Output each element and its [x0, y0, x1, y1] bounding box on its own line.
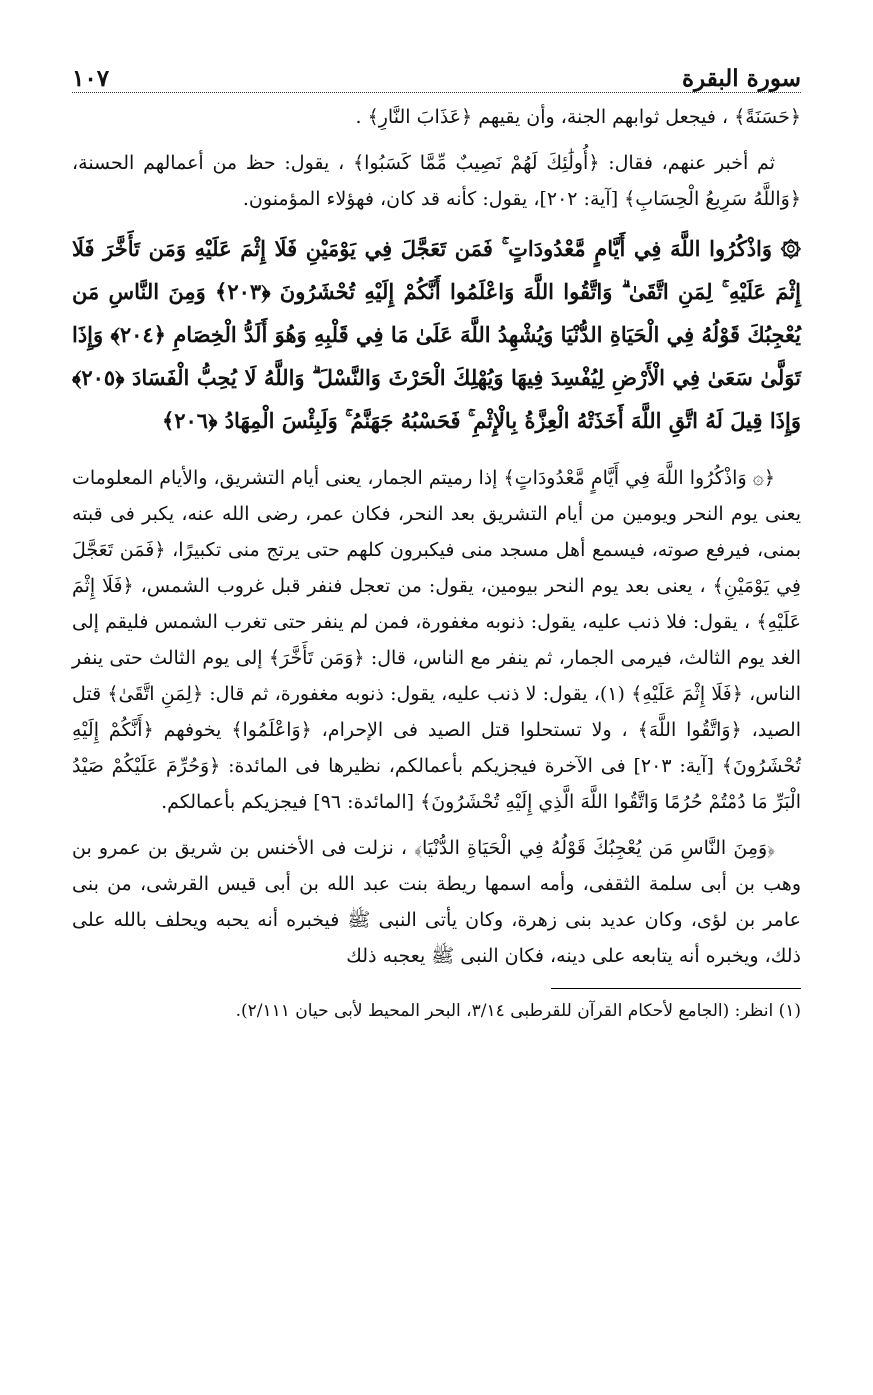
quran-verses: ۞ وَاذْكُرُوا اللَّهَ فِي أَيَّامٍ مَّعْدُودَاتٍ ۚ فَمَن تَعَجَّلَ فِي يَوْمَيْنِ فَلَا إِثْمَ عَلَيْهِ وَمَن تَأَخَّرَ فَلَا إِثْمَ عَلَيْهِ ۚ لِمَنِ اتَّقَىٰ ۗ وَاتَّقُوا اللَّهَ وَاعْلَمُوا أَنَّكُمْ إِلَيْهِ تُحْشَرُونَ ﴿٢٠٣﴾ وَمِنَ النَّاسِ مَن يُعْجِبُكَ قَوْلُهُ فِي الْحَيَاةِ الدُّنْيَا وَيُشْهِدُ اللَّهَ عَلَىٰ مَا فِي قَلْبِهِ وَهُوَ أَلَدُّ الْخِصَامِ ﴿٢٠٤﴾ وَإِذَا تَوَلَّىٰ سَعَىٰ فِي الْأَرْضِ لِيُفْسِدَ فِيهَا وَيُهْلِكَ الْحَرْثَ وَالنَّسْلَ ۗ وَاللَّهُ لَا يُحِبُّ الْفَسَادَ ﴿٢٠٥﴾ وَإِذَا قِيلَ لَهُ اتَّقِ اللَّهَ أَخَذَتْهُ الْعِزَّةُ بِالْإِثْمِ ۚ فَحَسْبُهُ جَهَنَّمُ ۚ وَلَبِئْسَ الْمِهَادُ ﴿٢٠٦﴾ [72, 236, 801, 433]
page-header [72, 56, 801, 93]
commentary-paragraph: ﴿۞ وَاذْكُرُوا اللَّهَ فِي أَيَّامٍ مَّعْدُودَاتٍ﴾ إذا رميتم الجمار، يعنى أيام التشريق، والأيام المعلومات يعنى يوم النحر ويومين من أيام التشريق بعد النحر، فكان عمر، رضى الله عنه، يكبر فى قبته بمنى، فيرفع صوته، فيسمع أهل مسجد منى فيكبرون كلهم حتى يرتج منى تكبيرًا، ﴿فَمَن تَعَجَّلَ فِي يَوْمَيْنِ﴾ ، يعنى بعد يوم النحر بيومين، يقول: من تعجل فنفر قبل غروب الشمس، ﴿فَلَا إِثْمَ عَلَيْهِ﴾ ، يقول: فلا ذنب عليه، يقول: ذنوبه مغفورة، فمن لم ينفر حتى تغرب الشمس فليقم إلى الغد يوم الثالث، فيرمى الجمار، ثم ينفر مع الناس، قال: ﴿وَمَن تَأَخَّرَ﴾ إلى يوم الثالث حتى ينفر الناس، ﴿فَلَا إِثْمَ عَلَيْهِ﴾ (١)، يقول: لا ذنب عليه، يقول: ذنوبه مغفورة، ثم قال: ﴿لِمَنِ اتَّقَىٰ﴾ قتل الصيد، ﴿وَاتَّقُوا اللَّهَ﴾ ، ولا تستحلوا قتل الصيد فى الإحرام، ﴿وَاعْلَمُوا﴾ يخوفهم ﴿أَنَّكُمْ إِلَيْهِ تُحْشَرُونَ﴾ [آية: ٢٠٣] فى الآخرة فيجزيكم بأعمالكم، نظيرها فى المائدة: ﴿وَحُرِّمَ عَلَيْكُمْ صَيْدُ الْبَرِّ مَا دُمْتُمْ حُرُمًا وَاتَّقُوا اللَّهَ الَّذِي إِلَيْهِ تُحْشَرُونَ﴾ [المائدة: ٩٦] فيجزيكم بأعمالكم. [72, 467, 801, 813]
paragraph: ﴿حَسَنَةً﴾ ، فيجعل ثوابهم الجنة، وأن يقيهم ﴿عَذَابَ النَّارِ﴾ . [355, 106, 801, 128]
commentary [72, 460, 801, 974]
footnote: (١) انظر: (الجامع لأحكام القرآن للقرطبى ٣/١٤، البحر المحيط لأبى حيان ٢/١١١). [235, 1001, 801, 1021]
book-page [72, 56, 801, 1375]
footnote-divider [551, 988, 801, 989]
intro-text [72, 99, 801, 217]
surah-title: سورة البقرة [681, 65, 801, 92]
commentary-paragraph: ﴿وَمِنَ النَّاسِ مَن يُعْجِبُكَ قَوْلُهُ فِي الْحَيَاةِ الدُّنْيَا﴾ ، نزلت فى الأخنس بن شريق بن عمرو بن وهب بن أبى سلمة الثقفى، وأمه اسمها ريطة بنت عبد الله بن أبى قيس القرشى، من بنى عامر بن لؤى، وكان عديد بنى زهرة، وكان يأتى النبى ﷺ فيخبره أنه يحبه ويحلف بالله على ذلك، ويخبره أنه يتابعه على دينه، فكان النبى ﷺ يعجبه ذلك [72, 837, 801, 967]
paragraph: ثم أخبر عنهم، فقال: ﴿أُولَٰئِكَ لَهُمْ نَصِيبٌ مِّمَّا كَسَبُوا﴾ ، يقول: حظ من أعمالهم الحسنة، ﴿وَاللَّهُ سَرِيعُ الْحِسَابِ﴾ [آية: ٢٠٢]، يقول: كأنه قد كان، فهؤلاء المؤمنون. [72, 152, 801, 210]
page-number: ١٠٧ [72, 65, 110, 92]
